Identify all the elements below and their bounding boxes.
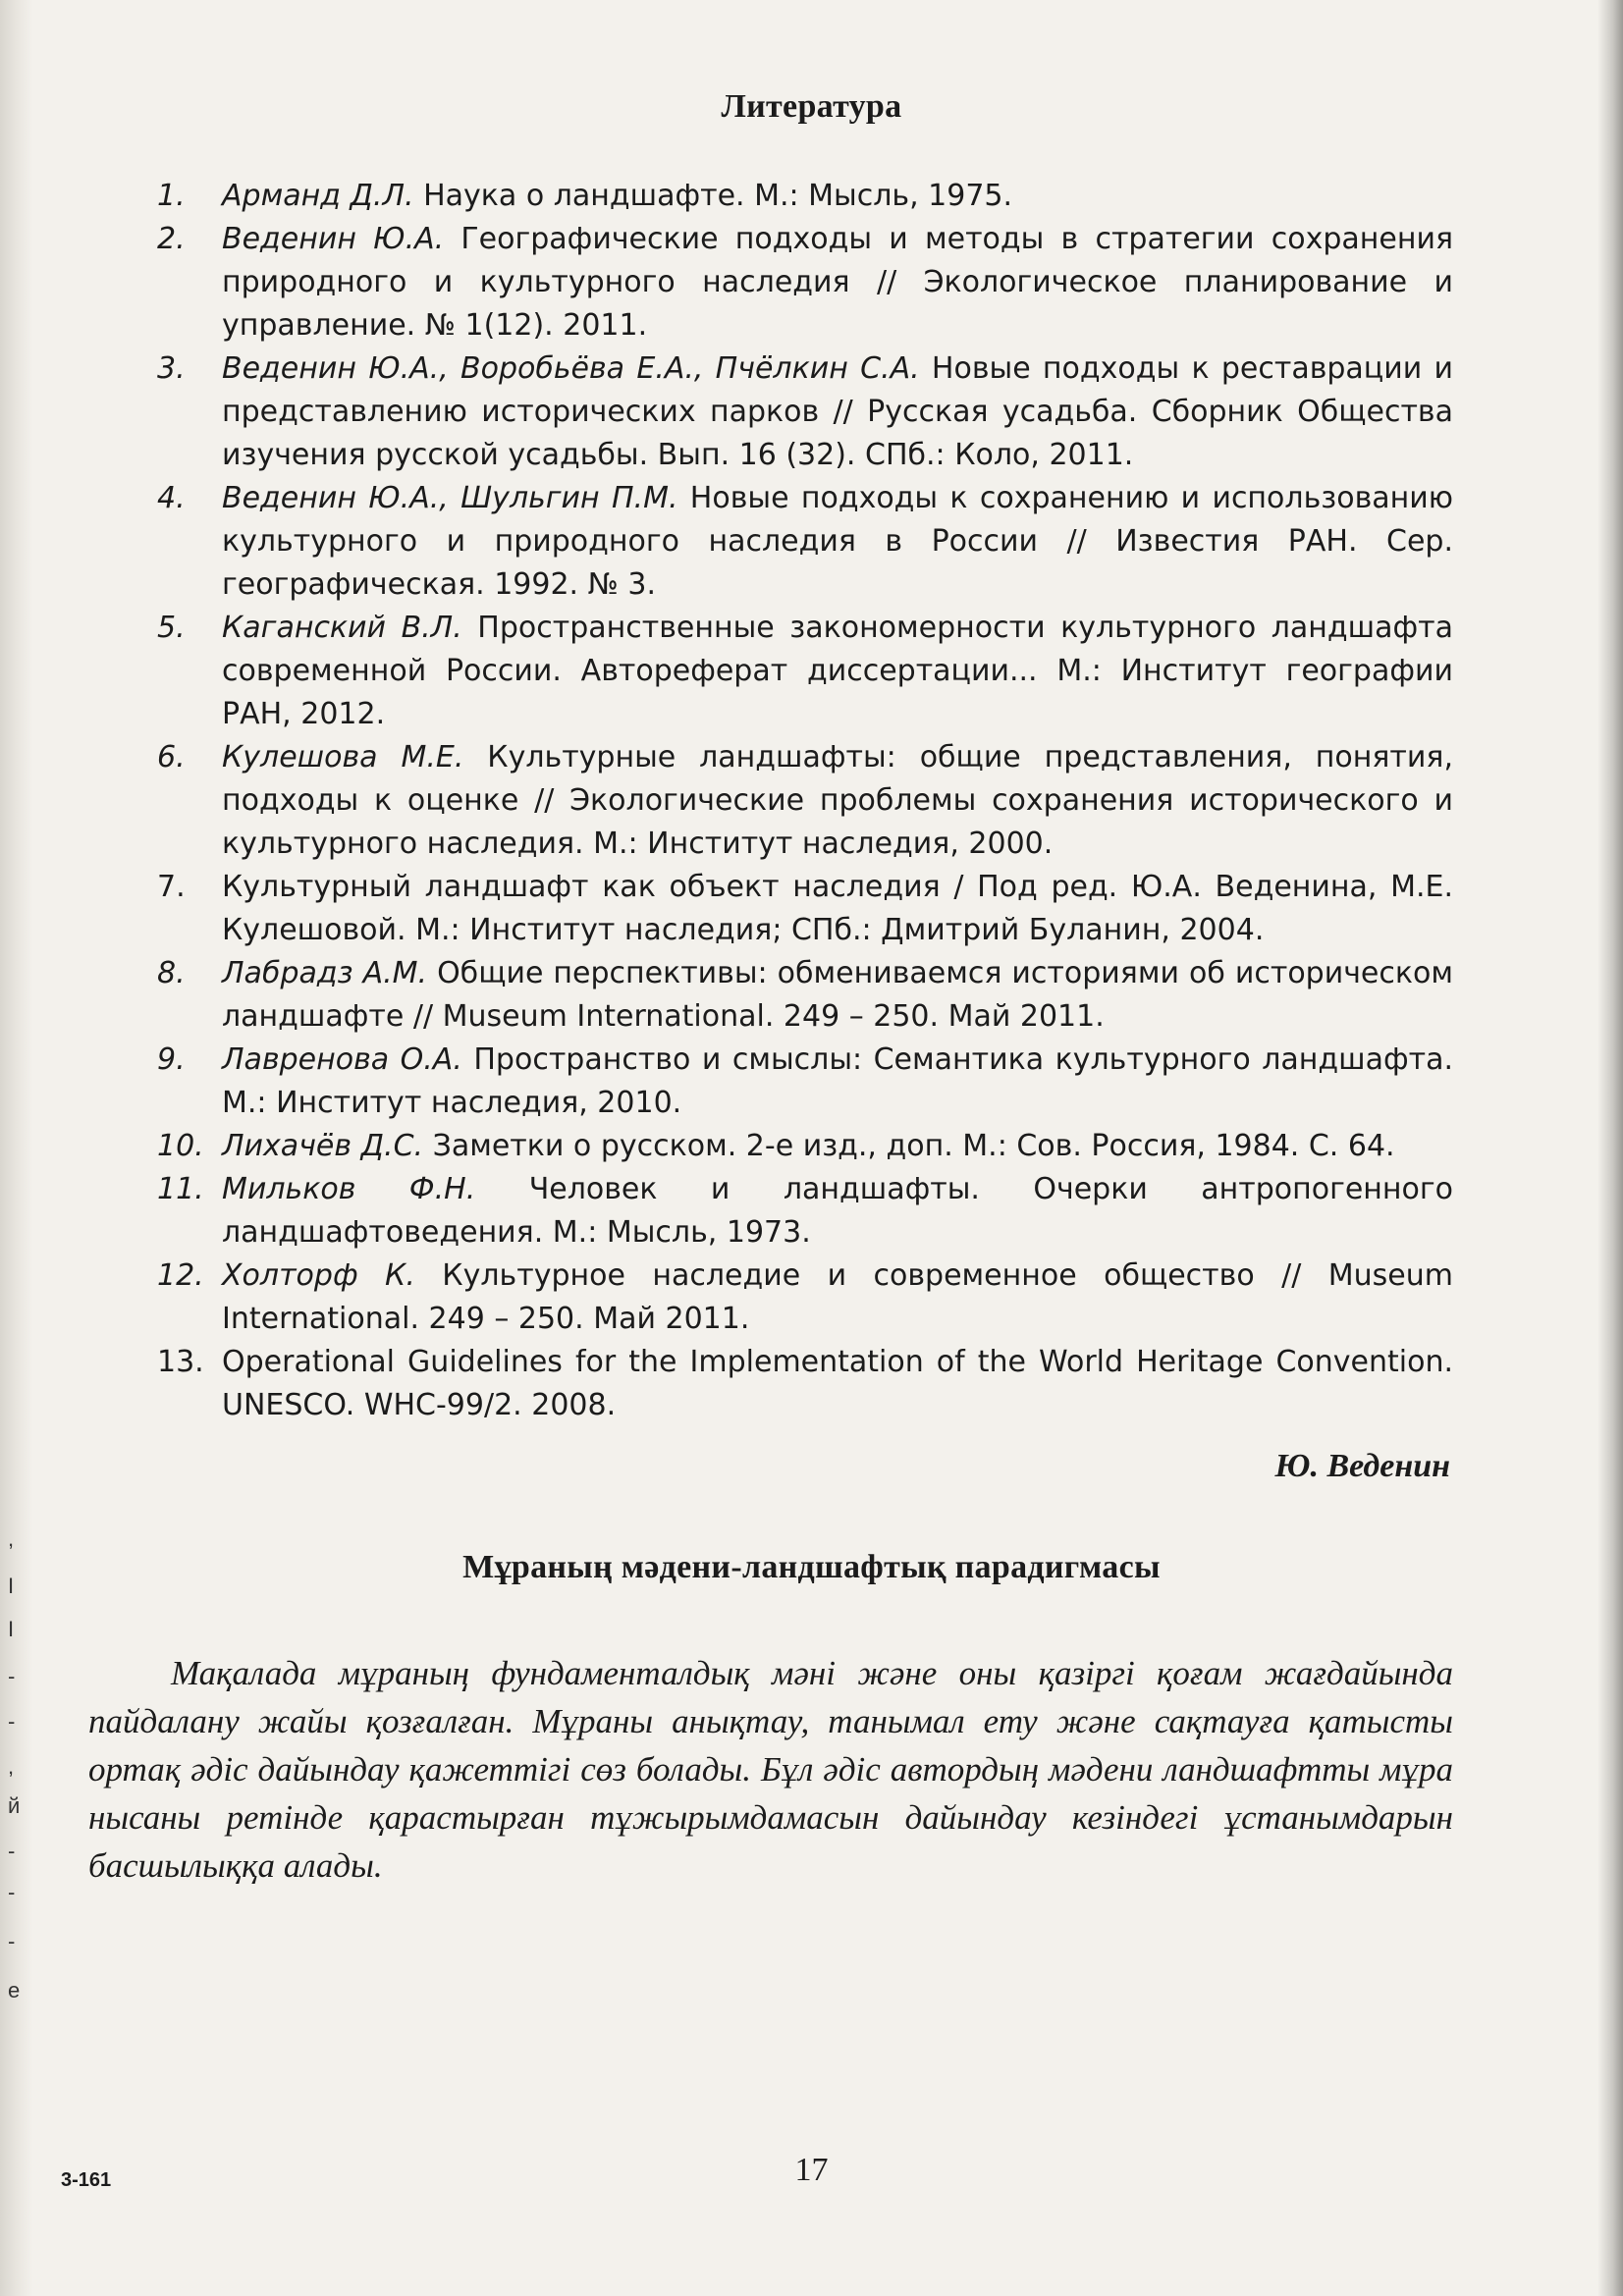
reference-item <box>157 1168 1453 1255</box>
reference-text: Пространственные закономерности культурного ландшафта современной России. Автореферат диссертации... М.: Институт географии РАН, 2012. <box>222 611 1453 731</box>
reference-author: Лихачёв Д.С. <box>222 1129 424 1163</box>
reference-author: Каганский В.Л. <box>222 611 462 645</box>
article-abstract: Мақалада мұраның фундаменталдық мәні және оны қазіргі қоғам жағдайында пайдалану жайы қозғалған. Мұраны анықтау, танымал ету және сақтауға қатысты ортақ әдіс дайындау қажеттігі сөз болады. Бұл әдіс автордың мәдени ландшафтты мұра нысаны ретінде қарастырған тұжырымдамасын дайындау кезіндегі ұстанымдарын басшылыққа алады. <box>88 1654 1453 1885</box>
reference-text: Человек и ландшафты. Очерки антропогенного ландшафтоведения. М.: Мысль, 1973. <box>222 1172 1453 1250</box>
margin-mark: - <box>8 1709 16 1734</box>
reference-number: 5. <box>157 611 186 645</box>
reference-author: Мильков Ф.Н. <box>222 1172 476 1206</box>
reference-item <box>157 477 1453 607</box>
reference-number: 7. <box>157 870 186 904</box>
reference-number: 12. <box>157 1258 204 1293</box>
reference-author: Веденин Ю.А., Шульгин П.М. <box>222 481 678 515</box>
margin-mark: e <box>8 1978 21 2002</box>
reference-author: Веденин Ю.А. <box>222 222 445 256</box>
reference-item <box>157 1341 1453 1427</box>
margin-mark: , <box>8 1526 15 1551</box>
reference-text: Географические подходы и методы в стратегии сохранения природного и культурного наследия // Экологическое планирование и управление. № 1(12). 2011. <box>222 222 1454 343</box>
reference-text: Культурный ландшафт как объект наследия / Под ред. Ю.А. Веденина, М.Е. Кулешовой. М.: Институт наследия; СПб.: Дмитрий Буланин, 2004. <box>222 870 1453 947</box>
literature-heading: Литература <box>721 88 902 125</box>
reference-number: 8. <box>157 956 186 990</box>
reference-item <box>157 736 1453 866</box>
margin-mark: I <box>8 1574 15 1598</box>
reference-item <box>157 1125 1453 1168</box>
reference-text: Operational Guidelines for the Implementation of the World Heritage Convention. UNESCO. WHC-99/2. 2008. <box>222 1345 1453 1422</box>
reference-item <box>157 218 1453 347</box>
reference-item <box>157 866 1453 952</box>
reference-author: Веденин Ю.А., Воробьёва Е.А., Пчёлкин С.А. <box>222 351 920 386</box>
margin-mark: , <box>8 1754 15 1779</box>
reference-number: 2. <box>157 222 186 256</box>
reference-author: Кулешова М.Е. <box>222 740 464 774</box>
reference-text: Культурные ландшафты: общие представления, понятия, подходы к оценке // Экологические проблемы сохранения исторического и культурного наследия. М.: Институт наследия, 2000. <box>222 740 1453 861</box>
author-signature: Ю. Веденин <box>1274 1448 1450 1484</box>
reference-text: Общие перспективы: обмениваемся историями об историческом ландшафте // Museum International. 249 – 250. Май 2011. <box>222 956 1453 1034</box>
margin-mark: - <box>8 1929 16 1953</box>
reference-text: Пространство и смыслы: Семантика культурного ландшафта. М.: Институт наследия, 2010. <box>222 1042 1454 1120</box>
reference-number: 1. <box>157 179 186 213</box>
reference-item <box>157 1039 1453 1125</box>
reference-item <box>157 607 1453 736</box>
page-edge-left <box>0 0 33 2296</box>
page-edge-right <box>1597 0 1623 2296</box>
footer-code: 3-161 <box>61 2169 112 2191</box>
reference-number: 3. <box>157 351 186 386</box>
reference-item <box>157 347 1453 477</box>
reference-text: Новые подходы к реставрации и представлению исторических парков // Русская усадьба. Сборник Общества изучения русской усадьбы. Вып. 16 (32). СПб.: Коло, 2011. <box>222 351 1453 472</box>
page-number: 17 <box>794 2152 829 2188</box>
article-heading: Мұраның мәдени-ландшафтық парадигмасы <box>462 1549 1161 1585</box>
margin-mark: - <box>8 1664 16 1688</box>
margin-mark: - <box>8 1839 16 1863</box>
reference-text: Новые подходы к сохранению и использованию культурного и природного наследия в России // Известия РАН. Сер. географическая. 1992. № 3. <box>222 481 1453 602</box>
reference-author: Холторф К. <box>222 1258 415 1293</box>
margin-mark: й <box>8 1793 21 1818</box>
reference-item <box>157 952 1453 1039</box>
margin-mark: I <box>8 1617 15 1641</box>
reference-text: Культурное наследие и современное общество // Museum International. 249 – 250. Май 2011. <box>222 1258 1453 1336</box>
reference-author: Лавренова О.А. <box>222 1042 462 1077</box>
reference-number: 4. <box>157 481 186 515</box>
reference-number: 9. <box>157 1042 186 1077</box>
reference-item <box>157 175 1453 218</box>
reference-item <box>157 1255 1453 1341</box>
margin-mark: - <box>8 1880 16 1904</box>
reference-text: Заметки о русском. 2-е изд., доп. М.: Сов. Россия, 1984. С. 64. <box>423 1129 1395 1163</box>
reference-number: 11. <box>157 1172 204 1206</box>
reference-number: 13. <box>157 1345 204 1379</box>
reference-author: Арманд Д.Л. <box>222 179 414 213</box>
reference-author: Лабрадз А.М. <box>222 956 428 990</box>
reference-number: 10. <box>157 1129 204 1163</box>
reference-text: Наука о ландшафте. М.: Мысль, 1975. <box>413 179 1013 213</box>
reference-number: 6. <box>157 740 186 774</box>
